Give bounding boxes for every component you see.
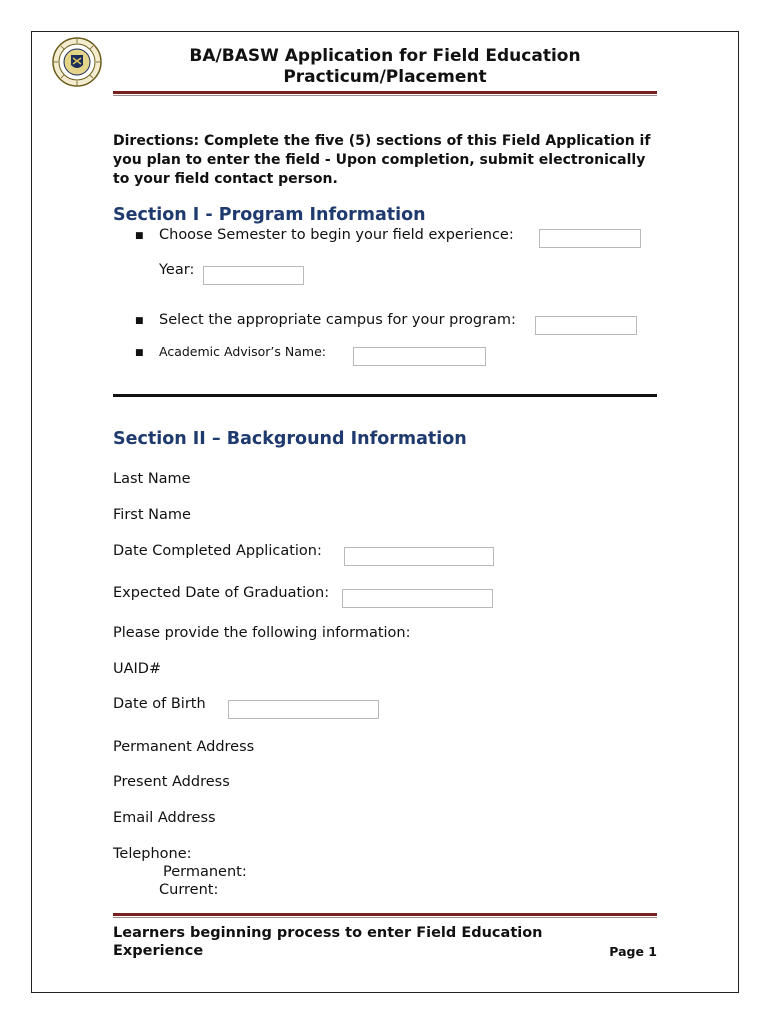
footer-line-1: Learners beginning process to enter Field Education (113, 925, 543, 941)
expected-grad-input[interactable] (342, 589, 493, 608)
expected-grad-label: Expected Date of Graduation: (113, 585, 330, 601)
bullet-icon: ■ (135, 348, 144, 358)
first-name-label: First Name (113, 507, 191, 523)
advisor-label: Academic Advisor’s Name: (159, 344, 326, 359)
title-line-1: BA/BASW Application for Field Education (189, 46, 581, 66)
telephone-label: Telephone: (113, 846, 192, 862)
campus-item (135, 312, 516, 328)
header-divider-shadow (113, 95, 657, 96)
campus-select[interactable] (535, 316, 637, 335)
permanent-phone-label: Permanent: (163, 864, 247, 880)
footer-text (113, 924, 573, 960)
section-2-heading: Section II – Background Information (113, 429, 467, 449)
year-label: Year: (159, 262, 195, 278)
dob-label: Date of Birth (113, 696, 206, 712)
page-title (115, 46, 655, 88)
semester-input[interactable] (539, 229, 641, 248)
footer-line-2: Experience (113, 943, 204, 959)
campus-label: Select the appropriate campus for your program: (159, 312, 516, 328)
provide-info-label: Please provide the following information: (113, 625, 411, 641)
header-divider (113, 91, 657, 94)
permanent-address-label: Permanent Address (113, 739, 255, 755)
bullet-icon: ■ (135, 316, 144, 326)
section-1-heading: Section I - Program Information (113, 205, 426, 225)
uaid-label: UAID# (113, 661, 162, 677)
bullet-icon: ■ (135, 231, 144, 241)
page-number: Page 1 (609, 944, 657, 959)
current-phone-label: Current: (159, 882, 219, 898)
semester-label: Choose Semester to begin your field experience: (159, 227, 514, 243)
email-label: Email Address (113, 810, 216, 826)
university-seal-icon (52, 37, 102, 87)
section-divider (113, 394, 657, 397)
footer-divider-shadow (113, 917, 657, 918)
last-name-label: Last Name (113, 471, 191, 487)
footer-divider (113, 913, 657, 916)
semester-item (135, 227, 514, 243)
present-address-label: Present Address (113, 774, 230, 790)
advisor-item (135, 344, 326, 359)
dob-input[interactable] (228, 700, 379, 719)
title-line-2: Practicum/Placement (283, 67, 487, 87)
directions-text: Directions: Complete the five (5) sections of this Field Application if you plan to enter the field - Upon completion, submit electronically to your field contact person. (113, 133, 651, 187)
year-input[interactable] (203, 266, 304, 285)
advisor-input[interactable] (353, 347, 486, 366)
date-completed-input[interactable] (344, 547, 494, 566)
date-completed-label: Date Completed Application: (113, 543, 322, 559)
